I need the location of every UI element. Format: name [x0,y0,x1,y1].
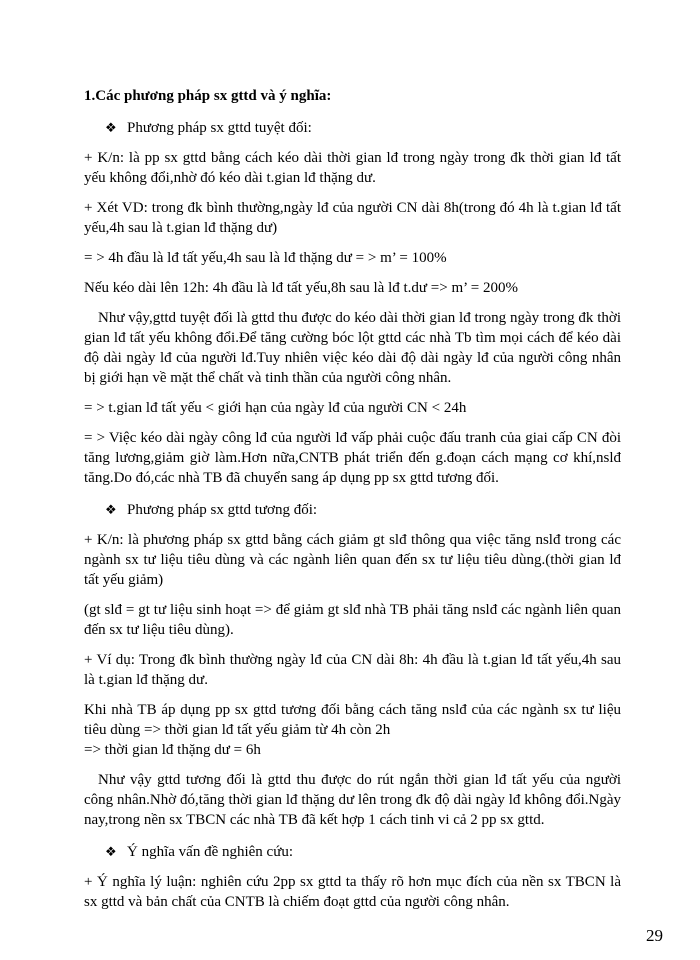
paragraph: + K/n: là pp sx gttd bằng cách kéo dài thời gian lđ trong ngày trong đk thời gian lđ tất yếu không đổi,nhờ đó kéo dài t.gian lđ thặng dư. [84,150,621,186]
bullet-text: Phương pháp sx gttd tương đối: [127,502,318,518]
page-number: 29 [646,926,663,945]
paragraph: + Xét VD: trong đk bình thường,ngày lđ của người CN dài 8h(trong đó 4h là t.gian lđ tất yếu,4h sau là t.gian lđ thặng dư) [84,200,621,236]
paragraph: + Ý nghĩa lý luận: nghiên cứu 2pp sx gttd ta thấy rõ hơn mục đích của nền sx TBCN là sx gttd và bản chất của CNTB là chiếm đoạt gttd của người công nhân. [84,874,621,910]
bullet-item [105,118,621,138]
paragraph: Như vậy,gttd tuyệt đối là gttd thu được do kéo dài thời gian lđ trong ngày trong đk thời gian lđ tất yếu không đổi.Để tăng cường bóc lột gttd các nhà Tb tìm mọi cách để kéo dài độ dài ngày lđ của người lđ.Tuy nhiên việc kéo dài độ dài ngày lđ của người công nhân bị giới hạn về mặt thể chất và tinh thần của người công nhân. [84,310,621,386]
paragraph: => thời gian lđ thặng dư = 6h [84,742,261,758]
paragraph: + Ví dụ: Trong đk bình thường ngày lđ của CN dài 8h: 4h đầu là t.gian lđ tất yếu,4h sau là t.gian lđ thặng dư. [84,652,621,688]
diamond-bullet-icon: ❖ [105,844,117,859]
paragraph: + K/n: là phương pháp sx gttd bằng cách giảm gt slđ thông qua việc tăng nslđ trong các ngành sx tư liệu tiêu dùng và các ngành liên quan đến sx tư liệu tiêu dùng.(thời gian lđ tất yếu giảm) [84,532,621,588]
document-content [84,86,621,912]
paragraph: Như vậy gttd tương đối là gttd thu được do rút ngắn thời gian lđ tất yếu của người công nhân.Nhờ đó,tăng thời gian lđ thặng dư lên trong đk độ dài ngày lđ không đổi.Ngày nay,trong nền sx TBCN các nhà TB đã kết hợp 1 cách tinh vi cả 2 pp sx gttd. [84,772,621,828]
paragraph: (gt slđ = gt tư liệu sinh hoạt => để giảm gt slđ nhà TB phải tăng nslđ các ngành liên quan đến sx tư liệu tiêu dùng). [84,602,621,638]
diamond-bullet-icon: ❖ [105,120,117,135]
paragraph: = > Việc kéo dài ngày công lđ của người lđ vấp phải cuộc đấu tranh của giai cấp CN đòi tăng lương,giảm giờ làm.Hơn nữa,CNTB phát triển đến g.đoạn cách mạng cơ khí,nslđ tăng.Do đó,các nhà TB đã chuyển sang áp dụng pp sx gttd tương đối. [84,430,621,486]
bullet-text: Ý nghĩa vấn đề nghiên cứu: [127,844,294,860]
paragraph: Khi nhà TB áp dụng pp sx gttd tương đối bằng cách tăng nslđ của các ngành sx tư liệu tiêu dùng => thời gian lđ tất yếu giảm từ 4h còn 2h [84,702,621,738]
section-heading: 1.Các phương pháp sx gttd và ý nghĩa: [84,88,332,104]
bullet-item [105,842,621,862]
paragraph: Nếu kéo dài lên 12h: 4h đầu là lđ tất yếu,8h sau là lđ t.dư => m’ = 200% [84,280,518,296]
bullet-text: Phương pháp sx gttd tuyệt đối: [127,120,312,136]
paragraph: = > t.gian lđ tất yếu < giới hạn của ngày lđ của người CN < 24h [84,400,467,416]
paragraph: = > 4h đầu là lđ tất yếu,4h sau là lđ thặng dư = > m’ = 100% [84,250,447,266]
diamond-bullet-icon: ❖ [105,502,117,517]
bullet-item [105,500,621,520]
